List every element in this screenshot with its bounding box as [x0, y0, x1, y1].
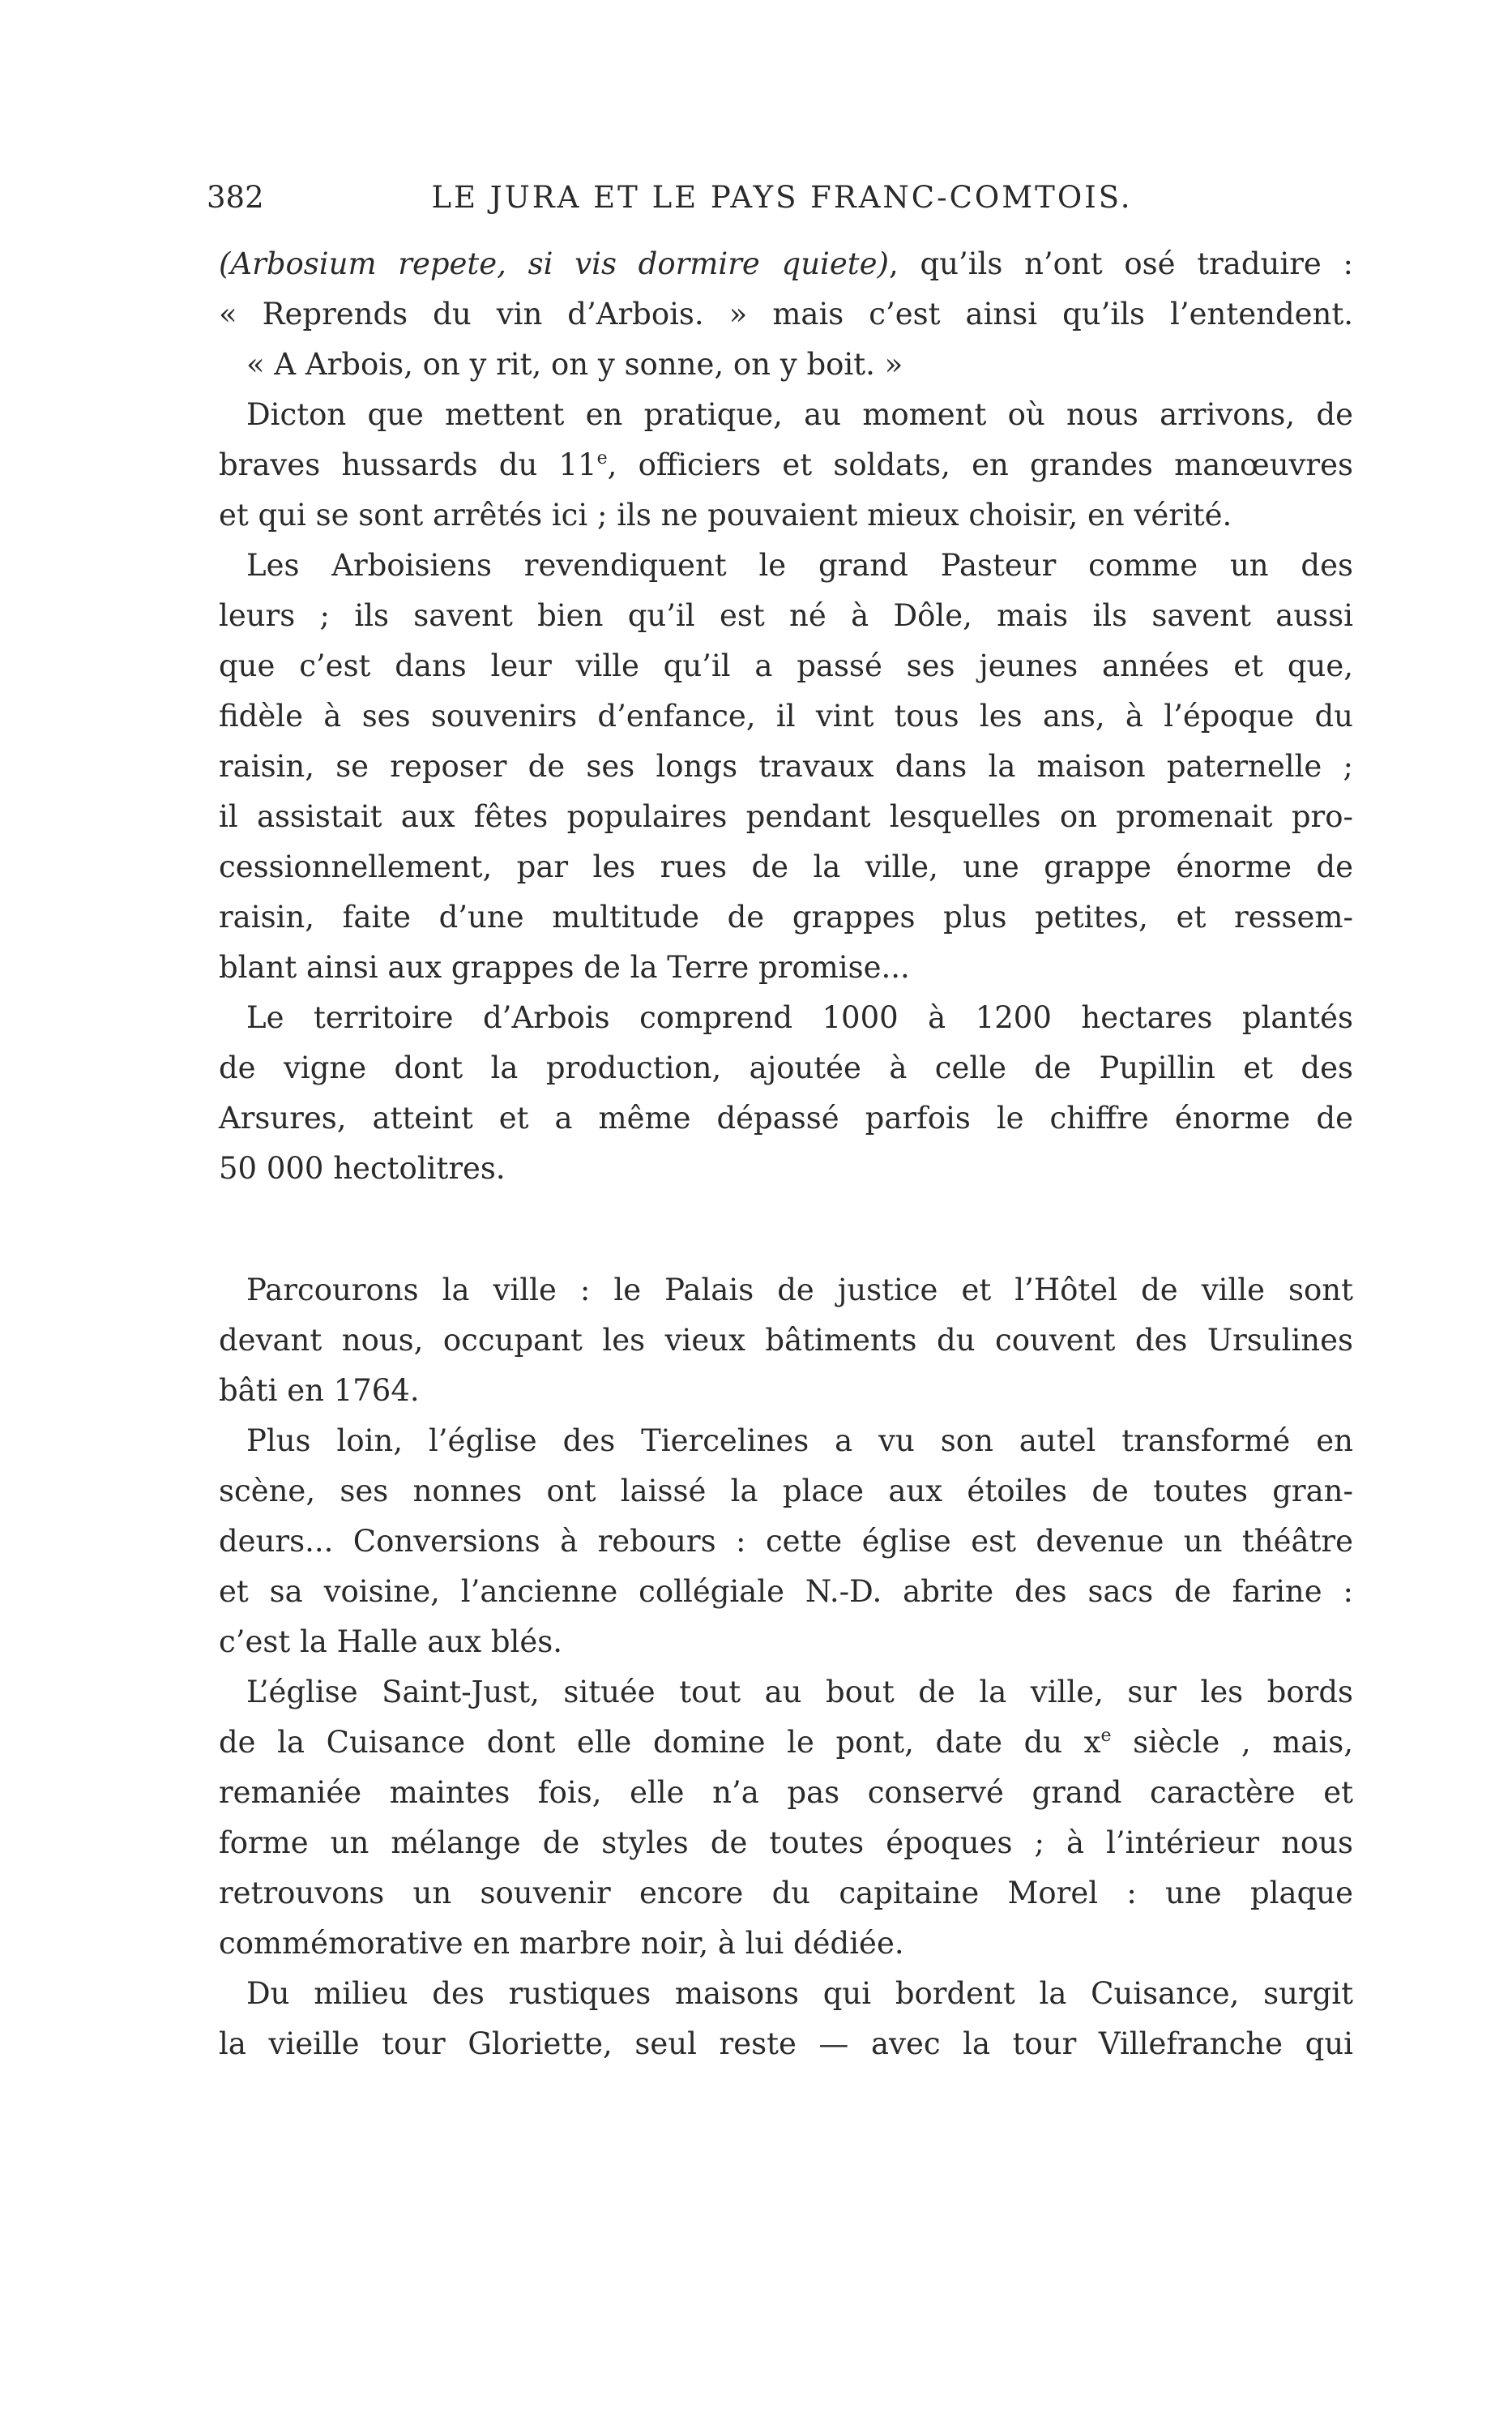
- text-fragment: de la Cuisance dont elle domine le pont, date du x: [219, 1725, 1101, 1760]
- superscript: e: [1100, 1726, 1112, 1746]
- text-line: retrouvons un souvenir encore du capitaine Morel : une plaque: [219, 1876, 1353, 1910]
- text-block-monuments: [219, 1265, 1353, 2069]
- text-block-arbois: [219, 239, 1353, 1194]
- text-line: raisin, se reposer de ses longs travaux dans la maison paternelle ;: [219, 749, 1353, 784]
- text-line: « A Arbois, on y rit, on y sonne, on y boit. »: [246, 347, 903, 382]
- running-title: LE JURA ET LE PAYS FRANC-COMTOIS.: [431, 180, 1133, 215]
- text-fragment: , officiers et soldats, en grandes manœuvres: [607, 447, 1353, 482]
- text-line: et sa voisine, l’ancienne collégiale N.-D. abrite des sacs de farine :: [219, 1574, 1353, 1609]
- text-fragment: , qu’ils n’ont osé traduire :: [888, 246, 1353, 281]
- paragraph-start: Les Arboisiens revendiquent le grand Pasteur comme un des: [246, 548, 1353, 583]
- text-line: blant ainsi aux grappes de la Terre promise...: [219, 950, 910, 985]
- paragraph-start: Parcourons la ville : le Palais de justice et l’Hôtel de ville sont: [246, 1273, 1353, 1307]
- text-fragment: siècle , mais,: [1111, 1725, 1353, 1760]
- text-line: et qui se sont arrêtés ici ; ils ne pouvaient mieux choisir, en vérité.: [219, 498, 1232, 533]
- superscript: e: [596, 448, 608, 468]
- text-line: [219, 1718, 1353, 1768]
- text-line: il assistait aux fêtes populaires pendant lesquelles on promenait pro-: [219, 799, 1353, 834]
- text-line: fidèle à ses souvenirs d’enfance, il vint tous les ans, à l’époque du: [219, 699, 1353, 734]
- text-line: commémorative en marbre noir, à lui dédiée.: [219, 1926, 904, 1961]
- text-line: la vieille tour Gloriette, seul reste — avec la tour Villefranche qui: [219, 2026, 1353, 2061]
- text-line: bâti en 1764.: [219, 1373, 420, 1408]
- text-line: forme un mélange de styles de toutes époques ; à l’intérieur nous: [219, 1825, 1353, 1860]
- text-line: Arsures, atteint et a même dépassé parfois le chiffre énorme de: [219, 1101, 1353, 1136]
- text-fragment: braves hussards du 11: [219, 447, 597, 482]
- text-line: cessionnellement, par les rues de la ville, une grappe énorme de: [219, 849, 1353, 884]
- latin-quote: (Arbosium repete, si vis dormire quiete): [219, 246, 889, 281]
- paragraph-start: Dicton que mettent en pratique, au moment où nous arrivons, de: [246, 397, 1353, 432]
- page-header: [207, 180, 1357, 229]
- paragraph-start: Le territoire d’Arbois comprend 1000 à 1200 hectares plantés: [246, 1000, 1353, 1035]
- text-line: « Reprends du vin d’Arbois. » mais c’est ainsi qu’ils l’entendent.: [219, 297, 1353, 332]
- paragraph-start: Plus loin, l’église des Tiercelines a vu son autel transformé en: [246, 1423, 1353, 1458]
- text-line: [219, 239, 1353, 289]
- text-line: deurs... Conversions à rebours : cette église est devenue un théâtre: [219, 1524, 1353, 1559]
- text-line: remaniée maintes fois, elle n’a pas conservé grand caractère et: [219, 1775, 1353, 1810]
- text-line: leurs ; ils savent bien qu’il est né à Dôle, mais ils savent aussi: [219, 598, 1353, 633]
- text-line: que c’est dans leur ville qu’il a passé ses jeunes années et que,: [219, 648, 1353, 683]
- text-line: scène, ses nonnes ont laissé la place aux étoiles de toutes gran-: [219, 1474, 1353, 1508]
- text-line: raisin, faite d’une multitude de grappes plus petites, et ressem-: [219, 900, 1353, 935]
- text-line: [219, 440, 1353, 490]
- text-line: c’est la Halle aux blés.: [219, 1624, 562, 1659]
- text-line: devant nous, occupant les vieux bâtiments du couvent des Ursulines: [219, 1323, 1353, 1358]
- paragraph-start: Du milieu des rustiques maisons qui bordent la Cuisance, surgit: [246, 1976, 1353, 2011]
- text-line: 50 000 hectolitres.: [219, 1151, 506, 1186]
- text-line: de vigne dont la production, ajoutée à celle de Pupillin et des: [219, 1050, 1353, 1085]
- page-number: 382: [207, 180, 264, 215]
- paragraph-start: L’église Saint-Just, située tout au bout de la ville, sur les bords: [246, 1675, 1353, 1709]
